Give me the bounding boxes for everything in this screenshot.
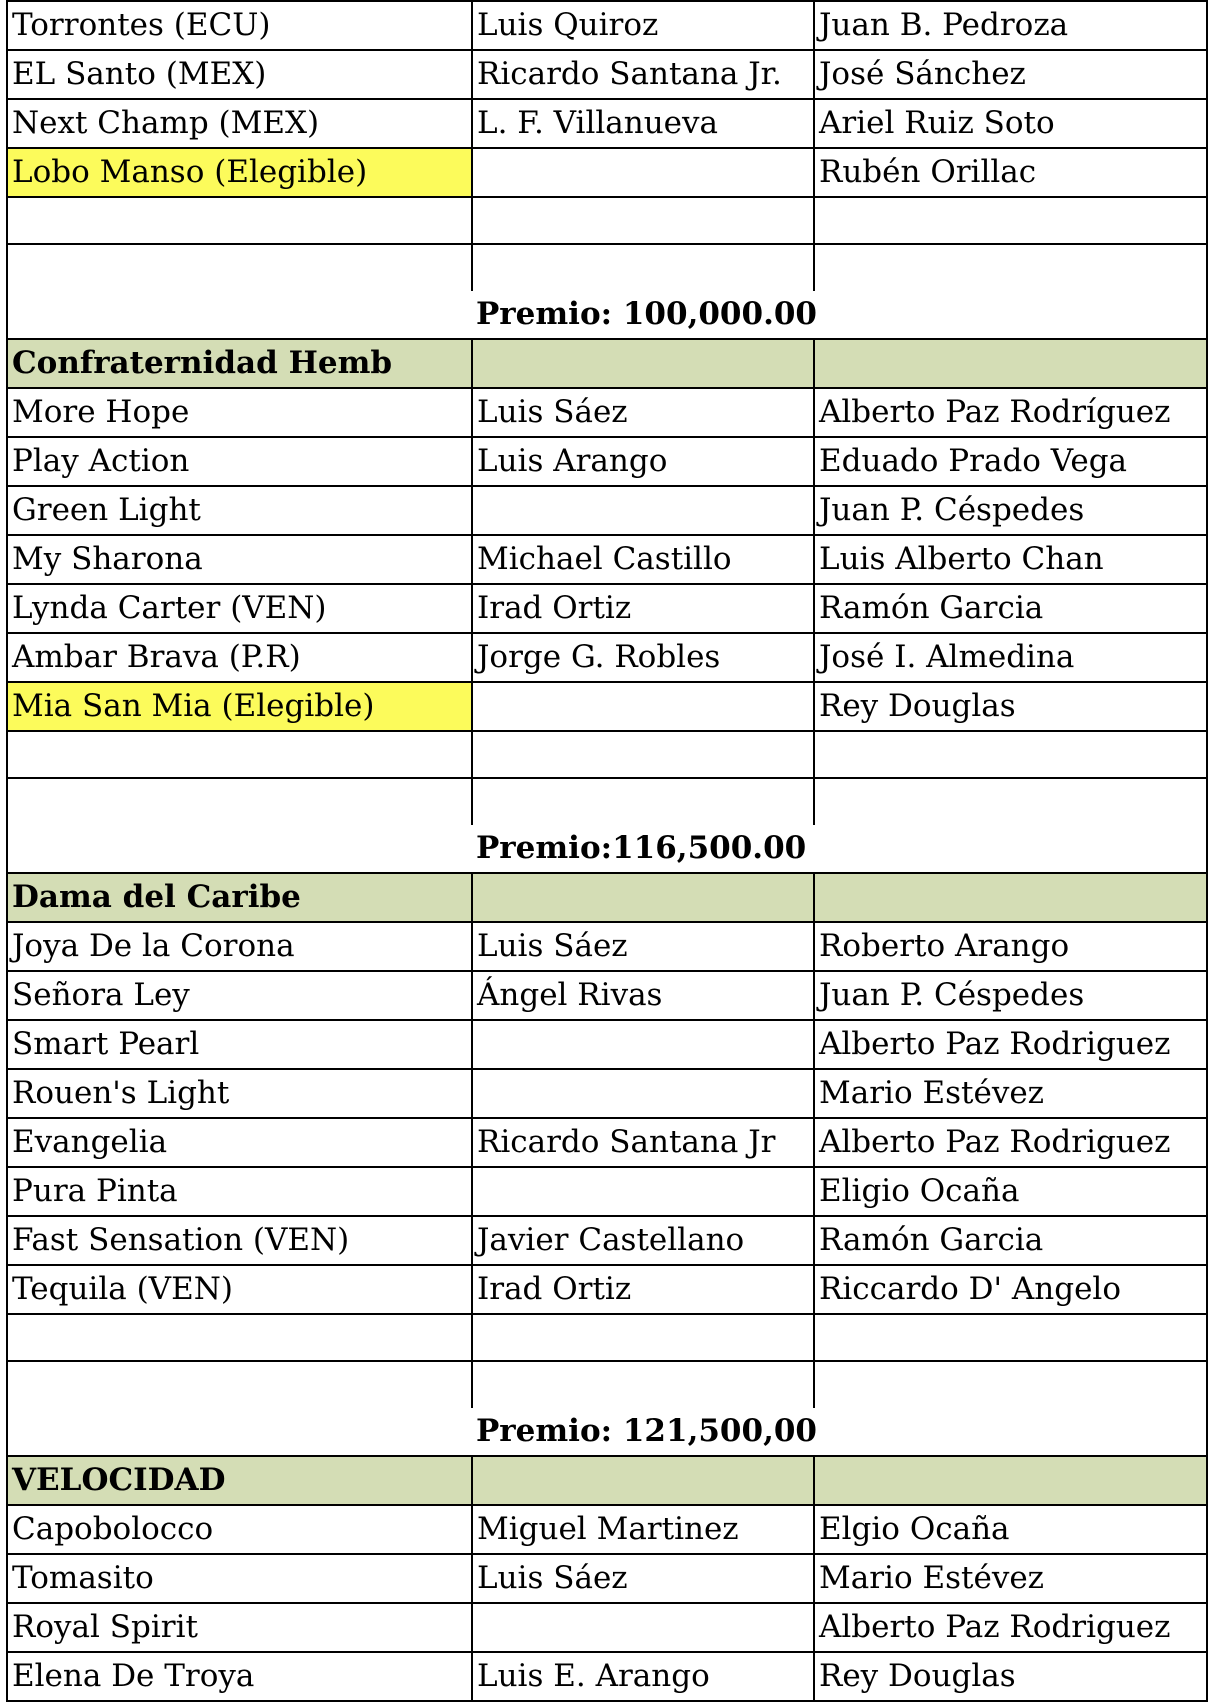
trainer-cell: Luis Alberto Chan	[814, 535, 1207, 584]
trainer-cell: Alberto Paz Rodriguez	[814, 1603, 1207, 1652]
race-title: Dama del Caribe	[7, 873, 472, 922]
jockey-cell: Ricardo Santana Jr	[472, 1118, 814, 1167]
trainer-cell: Rey Douglas	[814, 682, 1207, 731]
trainer-cell: Juan B. Pedroza	[814, 1, 1207, 50]
jockey-cell	[472, 148, 814, 197]
trainer-cell: Ramón Garcia	[814, 584, 1207, 633]
trainer-cell: Rubén Orillac	[814, 148, 1207, 197]
horse-cell: Next Champ (MEX)	[7, 99, 472, 148]
blank-row	[7, 1314, 1207, 1361]
horse-cell: Joya De la Corona	[7, 922, 472, 971]
trainer-cell: Alberto Paz Rodriguez	[814, 1020, 1207, 1069]
prize-row	[7, 291, 1207, 339]
table-row	[7, 1554, 1207, 1603]
race-title: Confraternidad Hemb	[7, 339, 472, 388]
table-row	[7, 1505, 1207, 1554]
table-row	[7, 388, 1207, 437]
jockey-cell: Irad Ortiz	[472, 1265, 814, 1314]
blank-row	[7, 1361, 1207, 1408]
table-row	[7, 148, 1207, 197]
jockey-cell: L. F. Villanueva	[472, 99, 814, 148]
blank-row	[7, 197, 1207, 244]
jockey-cell: Ricardo Santana Jr.	[472, 50, 814, 99]
horse-cell: My Sharona	[7, 535, 472, 584]
trainer-cell: Eduado Prado Vega	[814, 437, 1207, 486]
blank-row	[7, 778, 1207, 825]
trainer-cell: Ariel Ruiz Soto	[814, 99, 1207, 148]
horse-cell: Royal Spirit	[7, 1603, 472, 1652]
jockey-cell: Luis Arango	[472, 437, 814, 486]
prize-row	[7, 1408, 1207, 1456]
trainer-cell: José I. Almedina	[814, 633, 1207, 682]
trainer-cell: José Sánchez	[814, 50, 1207, 99]
horse-cell: Fast Sensation (VEN)	[7, 1216, 472, 1265]
horse-cell: Tequila (VEN)	[7, 1265, 472, 1314]
trainer-cell: Mario Estévez	[814, 1069, 1207, 1118]
horse-cell: Ambar Brava (P.R)	[7, 633, 472, 682]
horse-cell: Smart Pearl	[7, 1020, 472, 1069]
trainer-cell: Juan P. Céspedes	[814, 971, 1207, 1020]
table-row	[7, 50, 1207, 99]
prize-label: Premio:116,500.00	[472, 825, 814, 873]
jockey-cell: Luis E. Arango	[472, 1652, 814, 1701]
table-row	[7, 1069, 1207, 1118]
table-row	[7, 99, 1207, 148]
horse-cell: Elena De Troya	[7, 1652, 472, 1701]
horse-cell: Pura Pinta	[7, 1167, 472, 1216]
jockey-cell	[472, 682, 814, 731]
trainer-cell: Mario Estévez	[814, 1554, 1207, 1603]
prize-row	[7, 825, 1207, 873]
horse-cell-elegible: Lobo Manso (Elegible)	[7, 148, 472, 197]
horse-cell: Tomasito	[7, 1554, 472, 1603]
jockey-cell: Luis Sáez	[472, 388, 814, 437]
jockey-cell	[472, 1069, 814, 1118]
blank-row	[7, 731, 1207, 778]
jockey-cell: Ángel Rivas	[472, 971, 814, 1020]
trainer-cell: Elgio Ocaña	[814, 1505, 1207, 1554]
race-header-row	[7, 873, 1207, 922]
horse-cell: Señora Ley	[7, 971, 472, 1020]
horse-cell: Capobolocco	[7, 1505, 472, 1554]
trainer-cell: Juan P. Céspedes	[814, 486, 1207, 535]
trainer-cell: Eligio Ocaña	[814, 1167, 1207, 1216]
trainer-cell: Alberto Paz Rodriguez	[814, 1118, 1207, 1167]
table-row	[7, 1167, 1207, 1216]
table-row	[7, 1216, 1207, 1265]
horse-cell: Torrontes (ECU)	[7, 1, 472, 50]
jockey-cell	[472, 1603, 814, 1652]
trainer-cell: Rey Douglas	[814, 1652, 1207, 1701]
jockey-cell	[472, 486, 814, 535]
jockey-cell: Michael Castillo	[472, 535, 814, 584]
jockey-cell	[472, 1020, 814, 1069]
race-header-row	[7, 339, 1207, 388]
trainer-cell: Roberto Arango	[814, 922, 1207, 971]
jockey-cell: Javier Castellano	[472, 1216, 814, 1265]
horse-cell: More Hope	[7, 388, 472, 437]
jockey-cell: Luis Quiroz	[472, 1, 814, 50]
trainer-cell: Riccardo D' Angelo	[814, 1265, 1207, 1314]
prize-label: Premio: 100,000.00	[472, 291, 814, 339]
table-row	[7, 584, 1207, 633]
table-row	[7, 633, 1207, 682]
table-row	[7, 971, 1207, 1020]
race-title: VELOCIDAD	[7, 1456, 472, 1505]
jockey-cell: Miguel Martinez	[472, 1505, 814, 1554]
table-row	[7, 437, 1207, 486]
table-row	[7, 922, 1207, 971]
jockey-cell: Irad Ortiz	[472, 584, 814, 633]
horse-cell: Play Action	[7, 437, 472, 486]
table-row	[7, 1603, 1207, 1652]
horse-cell: Evangelia	[7, 1118, 472, 1167]
jockey-cell: Luis Sáez	[472, 1554, 814, 1603]
jockey-cell	[472, 1167, 814, 1216]
table-row	[7, 1652, 1207, 1701]
table-row	[7, 1020, 1207, 1069]
trainer-cell: Alberto Paz Rodríguez	[814, 388, 1207, 437]
jockey-cell: Luis Sáez	[472, 922, 814, 971]
race-header-row	[7, 1456, 1207, 1505]
blank-row	[7, 244, 1207, 291]
horse-cell: Lynda Carter (VEN)	[7, 584, 472, 633]
table-row	[7, 1118, 1207, 1167]
horse-cell: Green Light	[7, 486, 472, 535]
table-row	[7, 535, 1207, 584]
table-row	[7, 486, 1207, 535]
horse-cell-elegible: Mia San Mia (Elegible)	[7, 682, 472, 731]
jockey-cell: Jorge G. Robles	[472, 633, 814, 682]
horse-cell: Rouen's Light	[7, 1069, 472, 1118]
table-row	[7, 1, 1207, 50]
race-entries-table	[6, 0, 1208, 1702]
table-row	[7, 1265, 1207, 1314]
table-row	[7, 682, 1207, 731]
horse-cell: EL Santo (MEX)	[7, 50, 472, 99]
trainer-cell: Ramón Garcia	[814, 1216, 1207, 1265]
prize-label: Premio: 121,500,00	[472, 1408, 814, 1456]
